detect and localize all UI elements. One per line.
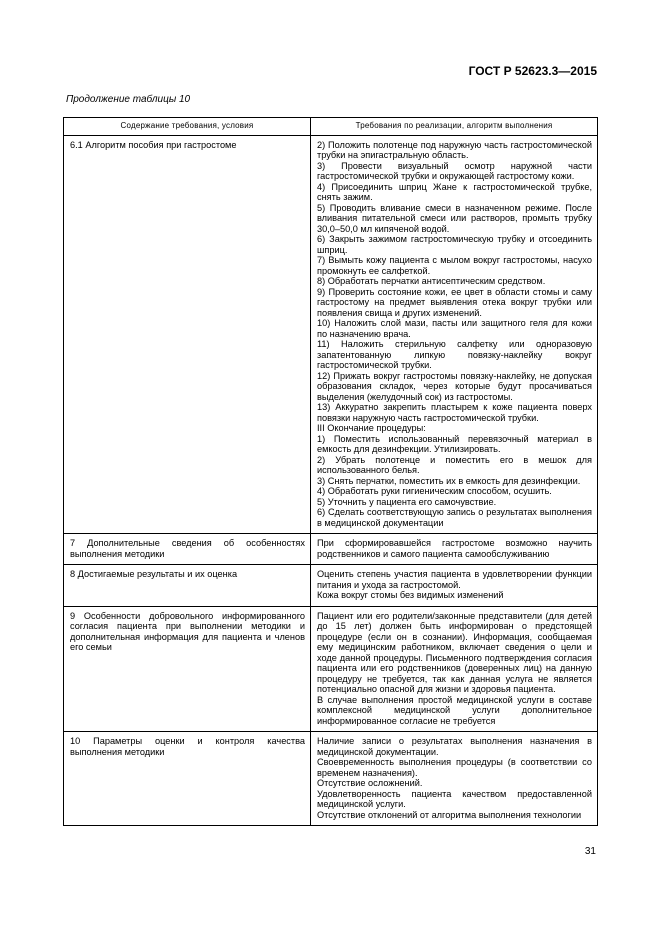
text-line: Пациент или его родители/законные представители (для детей до 15 лет) должен быть информирован о предстоящей процедуре (если он в сознании). Информация, сообщаемая ему медицинским работником, включает сведения о цели и ходе данной процедуры. Письменного подтверждения согласия пациента или его родственников (доверенных лиц) на данную процедуру не требуется, так как данная услуга не является потенциально опасной для жизни и здоровья пациента. — [317, 610, 592, 694]
requirement-cell: 7 Дополнительные сведения об особенностях выполнения методики — [64, 534, 311, 565]
step-line: 11) Наложить стерильную салфетку или одноразовую запатентованную липкую повязку-наклейку вокруг гастростомической трубки. — [317, 339, 592, 370]
text-line: Отсутствие осложнений. — [317, 778, 423, 788]
implementation-cell — [311, 534, 598, 565]
step-line: 9) Проверить состояние кожи, ее цвет в области стомы и саму гастростому на предмет выявления отека вокруг трубки или появления свища и других изменений. — [317, 286, 592, 318]
text-line: Отсутствие отклонений от алгоритма выполнения технологии — [317, 809, 582, 820]
step-line: 4) Обработать руки гигиеническим способом, осушить. — [317, 486, 552, 496]
implementation-cell — [311, 606, 598, 732]
text-line: Наличие записи о результатах выполнения назначения в медицинской документации. — [317, 736, 592, 757]
text-line: Оценить степень участия пациента в удовлетворении функции питания и ухода за гастростомой. — [317, 569, 592, 590]
requirements-table — [63, 117, 598, 826]
step-line: 5) Уточнить у пациента его самочувствие. — [317, 496, 497, 507]
implementation-cell — [311, 732, 598, 826]
step-line: 12) Прижать вокруг гастростомы повязку-наклейку, не допуская образования складок, через которые будут просачиваться выделения (желудочный сок) из гастростомы. — [317, 370, 592, 402]
table-row — [64, 606, 598, 732]
requirement-cell: 10 Параметры оценки и контроля качества выполнения методики — [64, 732, 311, 826]
step-line: 3) Снять перчатки, поместить их в емкость для дезинфекции. — [317, 475, 581, 486]
step-line: 6) Сделать соответствующую запись о результатах выполнения в медицинской документации — [317, 507, 592, 528]
step-line: 8) Обработать перчатки антисептическим средством. — [317, 276, 546, 286]
step-line: 1) Поместить использованный перевязочный материал в емкость для дезинфекции. Утилизировать. — [317, 433, 592, 454]
implementation-cell — [311, 565, 598, 607]
text-line: При сформировавшейся гастростоме возможно научить родственников и самого пациента самообслуживанию — [317, 538, 592, 559]
step-line: 4) Присоединить шприц Жане к гастростомической трубке, снять зажим. — [317, 181, 592, 202]
step-line: 2) Положить полотенце под наружную часть гастростомической трубки на эпигастральную область. — [317, 139, 592, 160]
step-line: 13) Аккуратно закрепить пластырем к коже пациента поверх повязки наружную часть гастростомической трубки. — [317, 402, 592, 423]
text-line: Удовлетворенность пациента качеством предоставленной медицинской услуги. — [317, 788, 592, 809]
column-header-implementation: Требования по реализации, алгоритм выполнения — [311, 118, 598, 136]
step-line: 6) Закрыть зажимом гастростомическую трубку и отсоединить шприц. — [317, 234, 592, 255]
page-number: 31 — [584, 846, 596, 857]
step-line: 10) Наложить слой мази, пасты или защитного геля для кожи по назначению врача. — [317, 318, 592, 339]
step-line: 3) Провести визуальный осмотр наружной части гастростомической трубки и окружающей гастростому кожи. — [317, 160, 592, 181]
step-line: 5) Проводить вливание смеси в назначенном режиме. После вливания питательной смеси или растворов, промыть трубку 30,0–50,0 мл кипяченой водой. — [317, 202, 592, 234]
table-row — [64, 732, 598, 826]
table-caption: Продолжение таблицы 10 — [66, 94, 191, 105]
text-line: В случае выполнения простой медицинской услуги в составе комплексной медицинской услуги дополнительное информированное согласие не требуется — [317, 694, 592, 726]
table-row — [64, 135, 598, 534]
text-line: Своевременность выполнения процедуры (в соответствии со временем назначения). — [317, 757, 592, 778]
requirement-cell: 8 Достигаемые результаты и их оценка — [64, 565, 311, 607]
requirement-cell: 9 Особенности добровольного информированного согласия пациента при выполнении методики и дополнительная информация для пациента и членов его семьи — [64, 606, 311, 732]
implementation-cell — [311, 135, 598, 534]
step-line: 2) Убрать полотенце и поместить его в мешок для использованного белья. — [317, 454, 592, 475]
column-header-requirement: Содержание требования, условия — [64, 118, 311, 136]
requirement-cell: 6.1 Алгоритм пособия при гастростоме — [64, 135, 311, 534]
step-line: 7) Вымыть кожу пациента с мылом вокруг гастростомы, насухо промокнуть ее салфеткой. — [317, 255, 592, 276]
table-row — [64, 565, 598, 607]
text-line: Кожа вокруг стомы без видимых изменений — [317, 590, 504, 600]
table-row — [64, 534, 598, 565]
table-header-row — [64, 118, 598, 136]
document-code: ГОСТ Р 52623.3—2015 — [468, 64, 597, 78]
section-heading: III Окончание процедуры: — [317, 423, 426, 433]
